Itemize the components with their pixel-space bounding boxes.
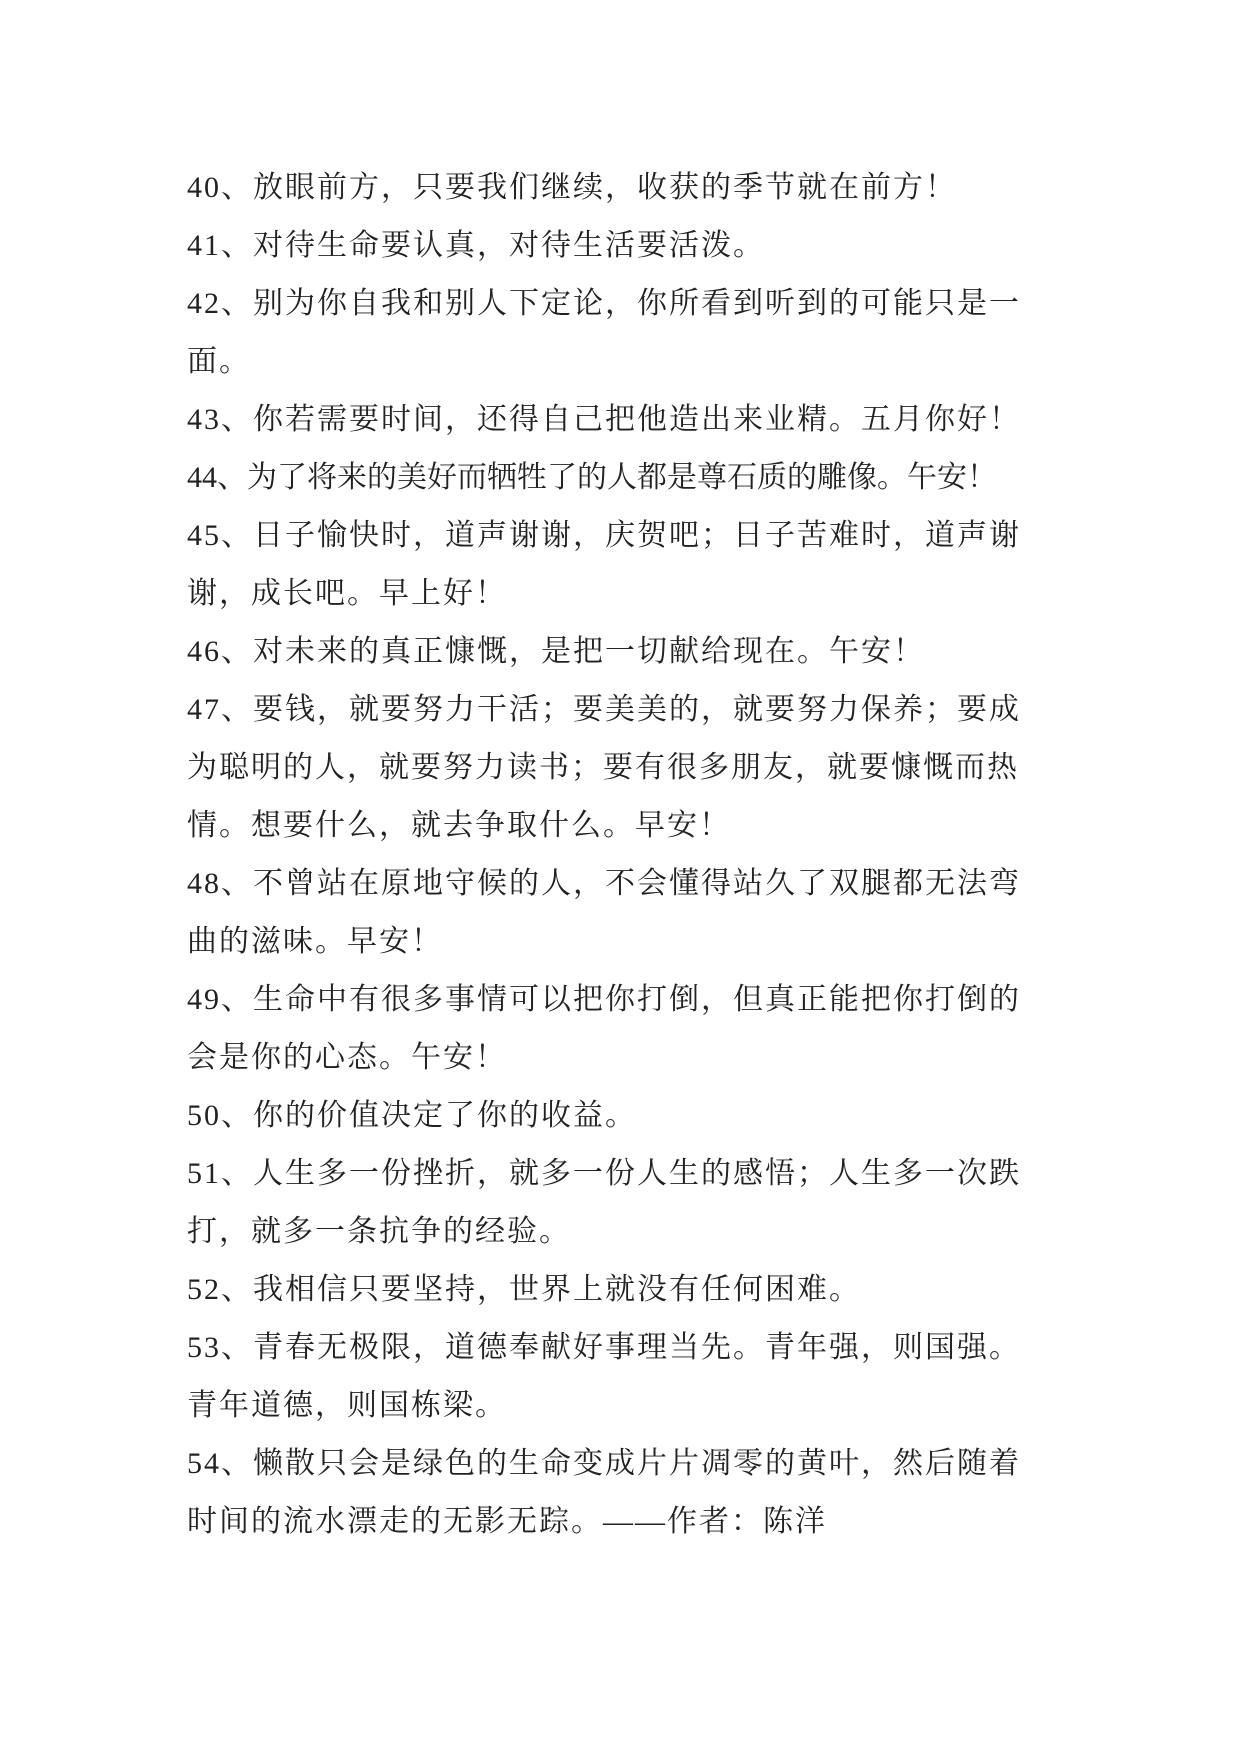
text-line: 45、日子愉快时，道声谢谢，庆贺吧；日子苦难时，道声谢 bbox=[187, 519, 1021, 552]
list-item bbox=[187, 623, 1067, 681]
text-line: 面。 bbox=[187, 345, 251, 378]
text-line: 41、对待生命要认真，对待生活要活泼。 bbox=[187, 229, 765, 262]
list-item bbox=[187, 391, 1067, 449]
list-item bbox=[187, 1319, 1067, 1435]
text-line: 54、懒散只会是绿色的生命变成片片凋零的黄叶，然后随着 bbox=[187, 1447, 1021, 1480]
list-item bbox=[187, 971, 1067, 1087]
text-line: 会是你的心态。午安！ bbox=[187, 1041, 507, 1074]
list-item bbox=[187, 449, 1067, 507]
list-item bbox=[187, 681, 1067, 855]
list-item bbox=[187, 855, 1067, 971]
text-line: 时间的流水漂走的无影无踪。——作者：陈洋 bbox=[187, 1505, 827, 1538]
text-line: 打，就多一条抗争的经验。 bbox=[187, 1215, 571, 1248]
text-line: 52、我相信只要坚持，世界上就没有任何困难。 bbox=[187, 1273, 861, 1306]
text-line: 43、你若需要时间，还得自己把他造出来业精。五月你好！ bbox=[187, 403, 1021, 436]
list-item bbox=[187, 159, 1067, 217]
list-item bbox=[187, 507, 1067, 623]
text-line: 53、青春无极限，道德奉献好事理当先。青年强，则国强。 bbox=[187, 1331, 1021, 1364]
text-line: 46、对未来的真正慷慨，是把一切献给现在。午安！ bbox=[187, 635, 925, 668]
text-line: 47、要钱，就要努力干活；要美美的，就要努力保养；要成 bbox=[187, 693, 1021, 726]
text-line: 48、不曾站在原地守候的人，不会懂得站久了双腿都无法弯 bbox=[187, 867, 1021, 900]
text-line: 情。想要什么，就去争取什么。早安！ bbox=[187, 809, 731, 842]
list-item bbox=[187, 1087, 1067, 1145]
text-line: 49、生命中有很多事情可以把你打倒，但真正能把你打倒的 bbox=[187, 983, 1021, 1016]
list-item bbox=[187, 275, 1067, 391]
text-line: 50、你的价值决定了你的收益。 bbox=[187, 1099, 637, 1132]
list-item bbox=[187, 217, 1067, 275]
quote-list bbox=[187, 159, 1067, 1551]
list-item bbox=[187, 1145, 1067, 1261]
text-line: 40、放眼前方，只要我们继续，收获的季节就在前方！ bbox=[187, 171, 957, 204]
text-line: 为聪明的人，就要努力读书；要有很多朋友，就要慷慨而热 bbox=[187, 751, 1019, 784]
list-item bbox=[187, 1435, 1067, 1551]
text-line: 曲的滋味。早安！ bbox=[187, 925, 443, 958]
text-line: 青年道德，则国栋梁。 bbox=[187, 1389, 507, 1422]
text-line: 51、人生多一份挫折，就多一份人生的感悟；人生多一次跌 bbox=[187, 1157, 1021, 1190]
text-line: 44、为了将来的美好而牺牲了的人都是尊石质的雕像。午安！ bbox=[187, 461, 997, 494]
list-item bbox=[187, 1261, 1067, 1319]
text-line: 42、别为你自我和别人下定论，你所看到听到的可能只是一 bbox=[187, 287, 1021, 320]
text-line: 谢，成长吧。早上好！ bbox=[187, 577, 507, 610]
